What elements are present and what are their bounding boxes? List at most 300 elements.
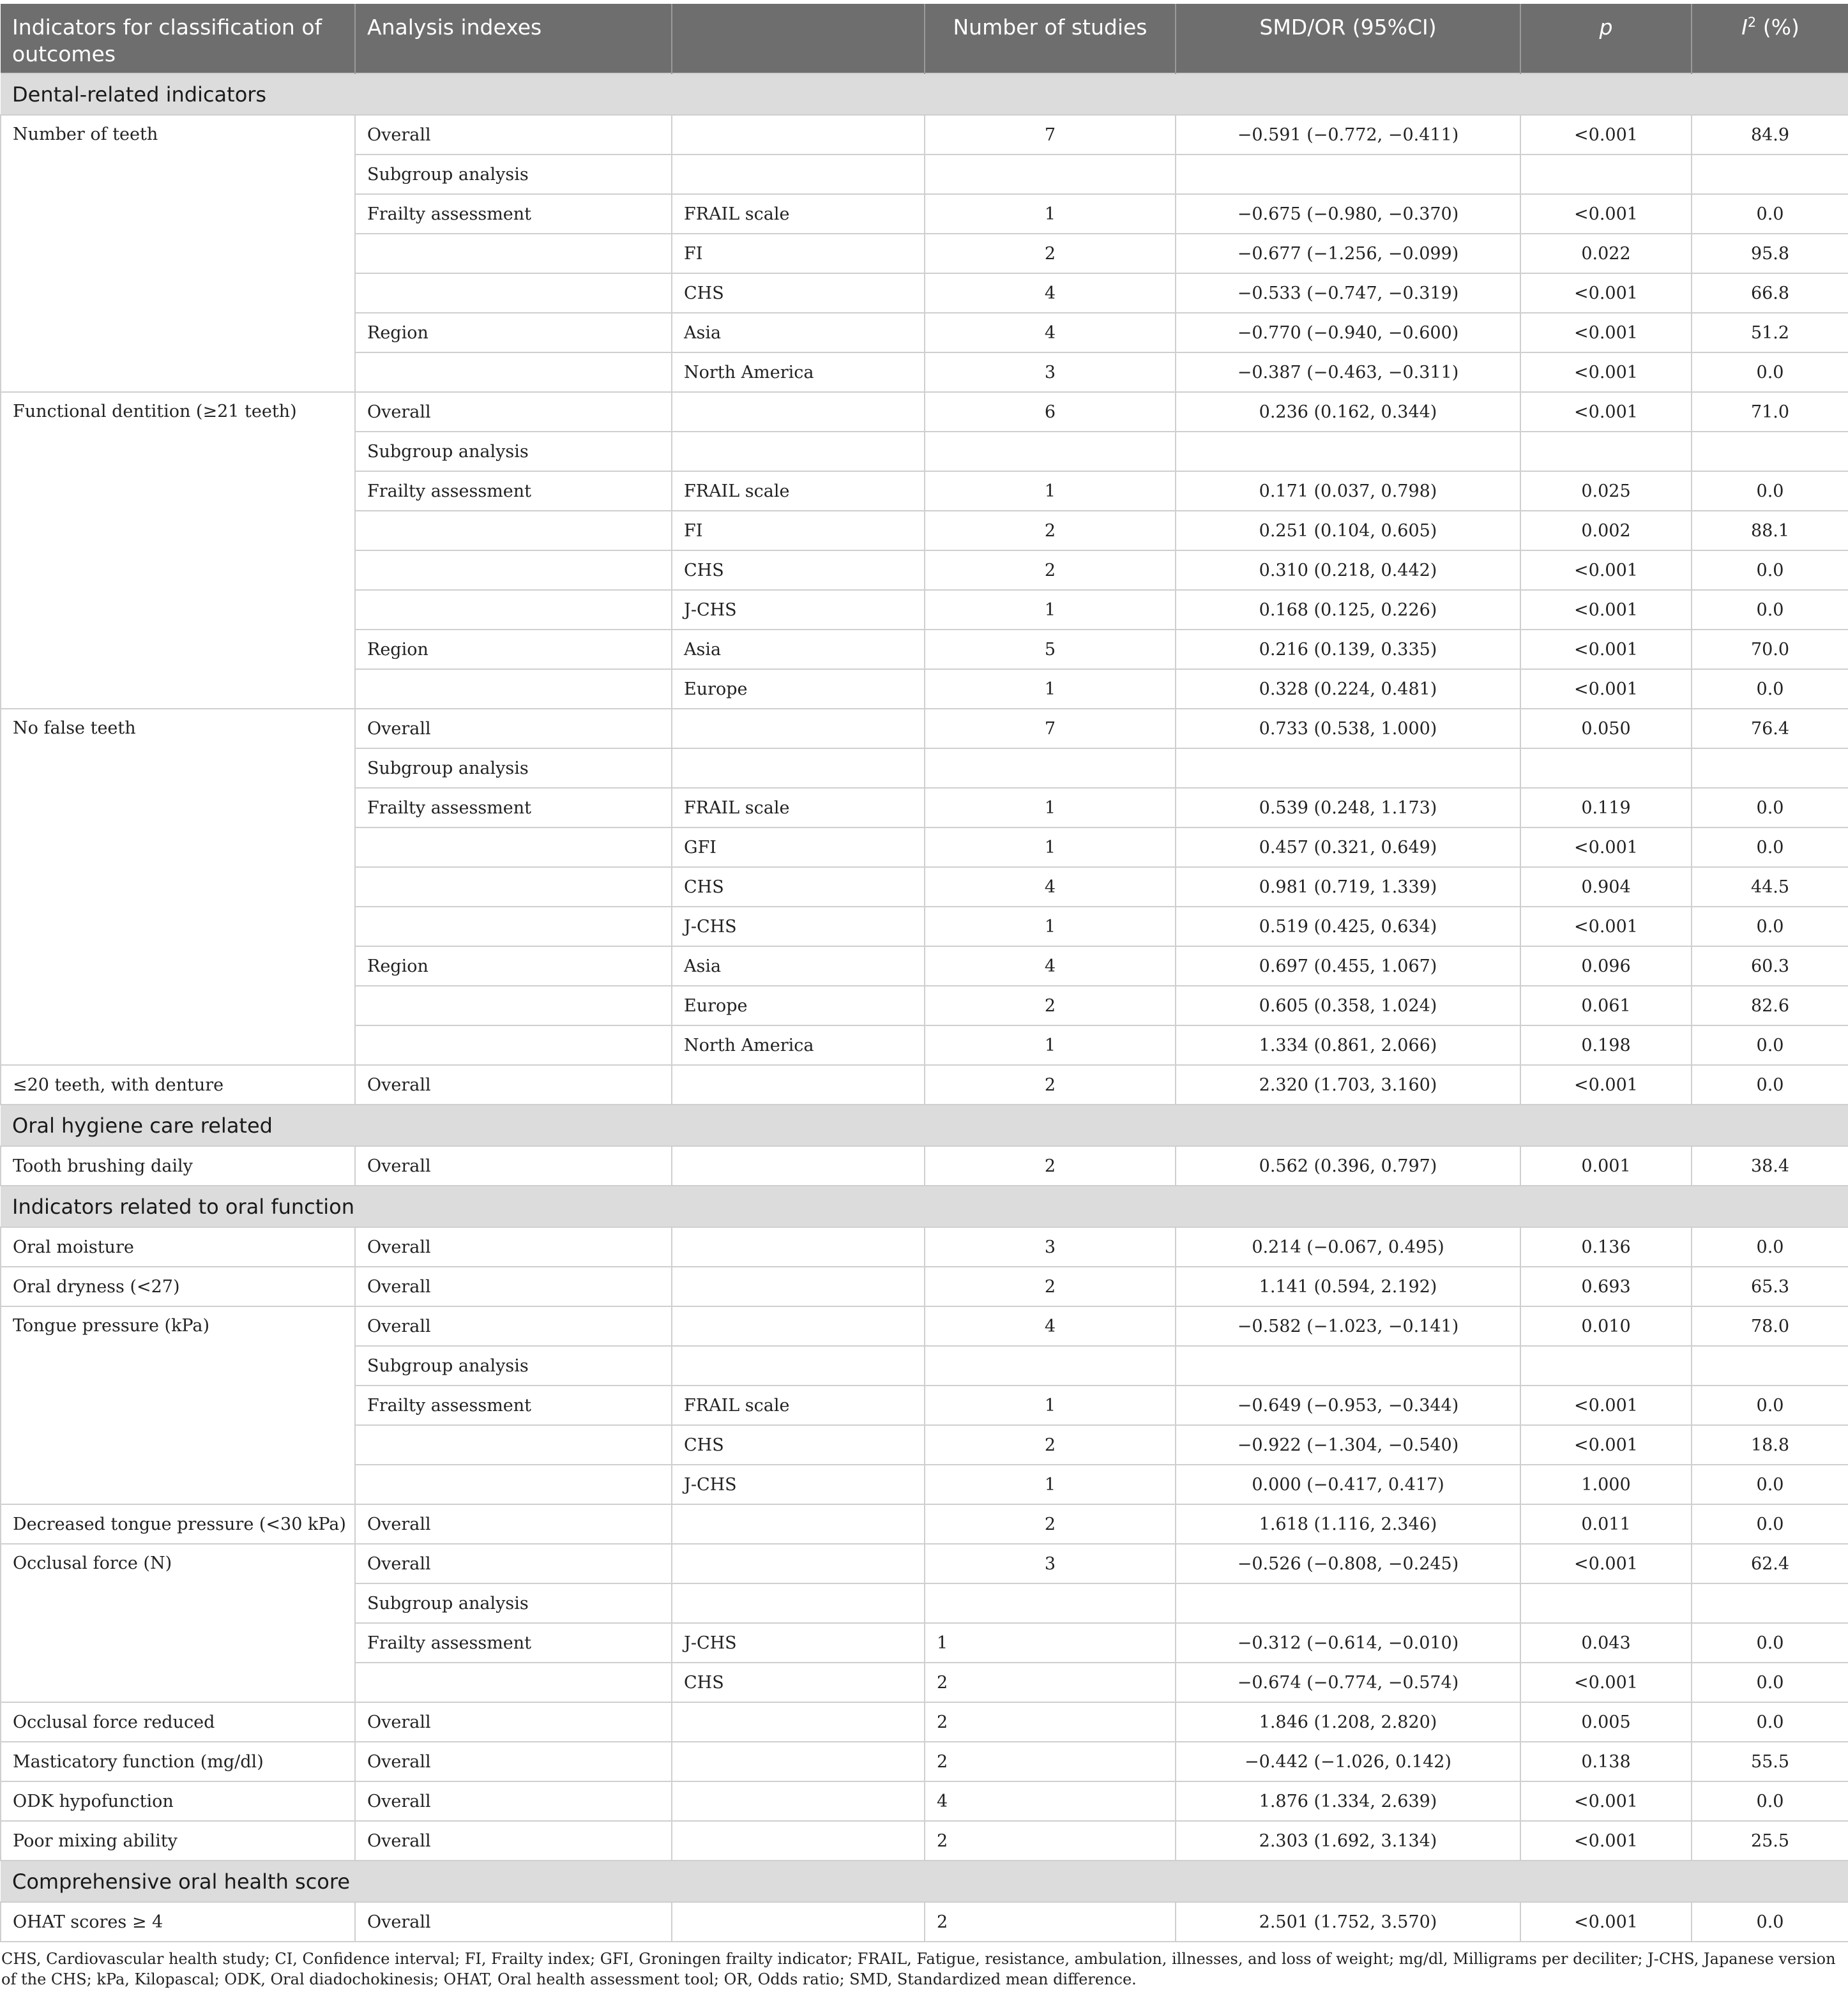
p-value-cell: 0.138 bbox=[1520, 1742, 1692, 1781]
p-value-cell: <0.001 bbox=[1520, 630, 1692, 669]
i2-cell: 66.8 bbox=[1692, 273, 1848, 313]
table-footnote: CHS, Cardiovascular health study; CI, Confidence interval; FI, Frailty index; GFI, Groningen frailty indicator; FRAIL, Fatigue, resistance, ambulation, illnesses, and loss of weight; mg/dl, Milligrams per deciliter; J-CHS, Japanese version of the CHS; kPa, Kilopascal; ODK, Oral diadochokinesis; OHAT, Oral health assessment tool; OR, Odds ratio; SMD, Standardized mean difference. bbox=[1, 1950, 1836, 1988]
table-row bbox=[1, 1902, 1848, 1942]
indicator-cell: Tongue pressure (kPa) bbox=[1, 1306, 355, 1504]
header-analysis-indexes: Analysis indexes bbox=[355, 4, 672, 73]
header-p-label: p bbox=[1599, 15, 1613, 40]
analysis-index-cell bbox=[355, 273, 672, 313]
analysis-index-cell bbox=[355, 1465, 672, 1504]
analysis-subindex-cell: CHS bbox=[672, 550, 925, 590]
analysis-subindex-cell bbox=[672, 1742, 925, 1781]
analysis-subindex-cell bbox=[672, 1702, 925, 1742]
analysis-subindex-cell: Asia bbox=[672, 946, 925, 986]
i2-cell: 0.0 bbox=[1692, 194, 1848, 234]
indicator-cell: Decreased tongue pressure (<30 kPa) bbox=[1, 1504, 355, 1544]
i2-cell: 0.0 bbox=[1692, 1504, 1848, 1544]
p-value-cell: 0.050 bbox=[1520, 709, 1692, 748]
i2-cell: 38.4 bbox=[1692, 1146, 1848, 1186]
analysis-index-cell: Frailty assessment bbox=[355, 1386, 672, 1425]
analysis-subindex-cell bbox=[672, 432, 925, 471]
studies-cell: 2 bbox=[925, 1821, 1176, 1861]
indicator-cell: Poor mixing ability bbox=[1, 1821, 355, 1861]
studies-cell: 2 bbox=[925, 986, 1176, 1025]
smd-or-cell: −0.442 (−1.026, 0.142) bbox=[1176, 1742, 1520, 1781]
indicator-cell: Number of teeth bbox=[1, 115, 355, 392]
table-row bbox=[1, 1146, 1848, 1186]
i2-cell: 62.4 bbox=[1692, 1544, 1848, 1583]
analysis-subindex-cell bbox=[672, 1267, 925, 1306]
studies-cell: 1 bbox=[925, 827, 1176, 867]
indicator-cell: Masticatory function (mg/dl) bbox=[1, 1742, 355, 1781]
analysis-index-cell: Frailty assessment bbox=[355, 788, 672, 827]
analysis-index-cell bbox=[355, 590, 672, 630]
analysis-index-cell bbox=[355, 1663, 672, 1702]
p-value-cell: 0.096 bbox=[1520, 946, 1692, 986]
i2-cell: 25.5 bbox=[1692, 1821, 1848, 1861]
smd-or-cell: −0.675 (−0.980, −0.370) bbox=[1176, 194, 1520, 234]
i2-cell: 0.0 bbox=[1692, 1025, 1848, 1065]
studies-cell: 4 bbox=[925, 867, 1176, 907]
smd-or-cell: 2.303 (1.692, 3.134) bbox=[1176, 1821, 1520, 1861]
p-value-cell: <0.001 bbox=[1520, 669, 1692, 709]
analysis-index-cell bbox=[355, 550, 672, 590]
smd-or-cell: 1.618 (1.116, 2.346) bbox=[1176, 1504, 1520, 1544]
indicator-cell: ODK hypofunction bbox=[1, 1781, 355, 1821]
p-value-cell bbox=[1520, 432, 1692, 471]
smd-or-cell: 0.171 (0.037, 0.798) bbox=[1176, 471, 1520, 511]
analysis-index-cell: Overall bbox=[355, 1821, 672, 1861]
studies-cell: 2 bbox=[925, 550, 1176, 590]
section-row bbox=[1, 1861, 1848, 1902]
section-row bbox=[1, 73, 1848, 115]
analysis-index-cell: Overall bbox=[355, 1902, 672, 1942]
analysis-subindex-cell bbox=[672, 1821, 925, 1861]
analysis-subindex-cell bbox=[672, 709, 925, 748]
smd-or-cell: 0.697 (0.455, 1.067) bbox=[1176, 946, 1520, 986]
i2-cell: 55.5 bbox=[1692, 1742, 1848, 1781]
analysis-index-cell: Region bbox=[355, 313, 672, 352]
indicator-cell: OHAT scores ≥ 4 bbox=[1, 1902, 355, 1942]
studies-cell: 7 bbox=[925, 709, 1176, 748]
studies-cell: 4 bbox=[925, 1306, 1176, 1346]
analysis-subindex-cell: J-CHS bbox=[672, 1623, 925, 1663]
header-i2-rest: (%) bbox=[1756, 15, 1799, 40]
analysis-subindex-cell: CHS bbox=[672, 867, 925, 907]
table-body bbox=[1, 73, 1848, 1942]
smd-or-cell: 1.334 (0.861, 2.066) bbox=[1176, 1025, 1520, 1065]
smd-or-cell: 0.457 (0.321, 0.649) bbox=[1176, 827, 1520, 867]
smd-or-cell: −0.591 (−0.772, −0.411) bbox=[1176, 115, 1520, 155]
smd-or-cell: 2.320 (1.703, 3.160) bbox=[1176, 1065, 1520, 1105]
analysis-subindex-cell bbox=[672, 1583, 925, 1623]
p-value-cell: <0.001 bbox=[1520, 1386, 1692, 1425]
studies-cell bbox=[925, 748, 1176, 788]
header-number-of-studies: Number of studies bbox=[925, 4, 1176, 73]
header-i2-base: I bbox=[1741, 15, 1748, 40]
analysis-subindex-cell: CHS bbox=[672, 1425, 925, 1465]
studies-cell: 3 bbox=[925, 1227, 1176, 1267]
smd-or-cell: −0.312 (−0.614, −0.010) bbox=[1176, 1623, 1520, 1663]
studies-cell: 1 bbox=[925, 669, 1176, 709]
analysis-index-cell: Frailty assessment bbox=[355, 194, 672, 234]
p-value-cell: <0.001 bbox=[1520, 392, 1692, 432]
section-title: Comprehensive oral health score bbox=[1, 1861, 1848, 1902]
analysis-index-cell: Subgroup analysis bbox=[355, 1583, 672, 1623]
smd-or-cell: 0.216 (0.139, 0.335) bbox=[1176, 630, 1520, 669]
analysis-subindex-cell bbox=[672, 1346, 925, 1386]
studies-cell: 1 bbox=[925, 194, 1176, 234]
analysis-subindex-cell: North America bbox=[672, 1025, 925, 1065]
analysis-subindex-cell bbox=[672, 1306, 925, 1346]
table-row bbox=[1, 1267, 1848, 1306]
smd-or-cell: 0.539 (0.248, 1.173) bbox=[1176, 788, 1520, 827]
smd-or-cell: 2.501 (1.752, 3.570) bbox=[1176, 1902, 1520, 1942]
smd-or-cell: 1.876 (1.334, 2.639) bbox=[1176, 1781, 1520, 1821]
p-value-cell: <0.001 bbox=[1520, 1902, 1692, 1942]
p-value-cell bbox=[1520, 1346, 1692, 1386]
smd-or-cell: 0.981 (0.719, 1.339) bbox=[1176, 867, 1520, 907]
studies-cell: 1 bbox=[925, 788, 1176, 827]
analysis-index-cell: Subgroup analysis bbox=[355, 155, 672, 194]
i2-cell: 0.0 bbox=[1692, 1781, 1848, 1821]
studies-cell: 3 bbox=[925, 1544, 1176, 1583]
i2-cell: 0.0 bbox=[1692, 1902, 1848, 1942]
smd-or-cell: 0.328 (0.224, 0.481) bbox=[1176, 669, 1520, 709]
studies-cell: 2 bbox=[925, 1504, 1176, 1544]
p-value-cell: <0.001 bbox=[1520, 1781, 1692, 1821]
p-value-cell: <0.001 bbox=[1520, 827, 1692, 867]
smd-or-cell: −0.649 (−0.953, −0.344) bbox=[1176, 1386, 1520, 1425]
analysis-subindex-cell: CHS bbox=[672, 273, 925, 313]
analysis-index-cell: Overall bbox=[355, 1504, 672, 1544]
table-row bbox=[1, 1742, 1848, 1781]
i2-cell: 0.0 bbox=[1692, 1702, 1848, 1742]
analysis-subindex-cell bbox=[672, 155, 925, 194]
studies-cell: 1 bbox=[925, 1025, 1176, 1065]
p-value-cell bbox=[1520, 155, 1692, 194]
analysis-index-cell bbox=[355, 669, 672, 709]
analysis-index-cell: Overall bbox=[355, 1742, 672, 1781]
studies-cell: 2 bbox=[925, 234, 1176, 273]
smd-or-cell: −0.526 (−0.808, −0.245) bbox=[1176, 1544, 1520, 1583]
analysis-subindex-cell bbox=[672, 1504, 925, 1544]
analysis-index-cell bbox=[355, 352, 672, 392]
indicator-cell: Oral moisture bbox=[1, 1227, 355, 1267]
analysis-index-cell: Region bbox=[355, 630, 672, 669]
studies-cell bbox=[925, 1346, 1176, 1386]
analysis-subindex-cell: FI bbox=[672, 511, 925, 550]
table-row bbox=[1, 709, 1848, 748]
analysis-index-cell: Overall bbox=[355, 1146, 672, 1186]
i2-cell: 0.0 bbox=[1692, 1065, 1848, 1105]
i2-cell: 44.5 bbox=[1692, 867, 1848, 907]
indicator-cell: No false teeth bbox=[1, 709, 355, 1065]
studies-cell: 2 bbox=[925, 1663, 1176, 1702]
results-table bbox=[0, 4, 1848, 1942]
analysis-index-cell: Subgroup analysis bbox=[355, 748, 672, 788]
analysis-index-cell bbox=[355, 1025, 672, 1065]
analysis-index-cell bbox=[355, 867, 672, 907]
studies-cell: 2 bbox=[925, 1702, 1176, 1742]
analysis-index-cell: Overall bbox=[355, 1065, 672, 1105]
studies-cell: 1 bbox=[925, 1465, 1176, 1504]
analysis-index-cell: Overall bbox=[355, 1227, 672, 1267]
i2-cell: 0.0 bbox=[1692, 471, 1848, 511]
p-value-cell: 0.119 bbox=[1520, 788, 1692, 827]
studies-cell: 1 bbox=[925, 1623, 1176, 1663]
analysis-subindex-cell: Europe bbox=[672, 986, 925, 1025]
smd-or-cell: −0.674 (−0.774, −0.574) bbox=[1176, 1663, 1520, 1702]
p-value-cell: 0.061 bbox=[1520, 986, 1692, 1025]
table-row bbox=[1, 1306, 1848, 1346]
i2-cell: 71.0 bbox=[1692, 392, 1848, 432]
header-i2 bbox=[1692, 4, 1848, 73]
p-value-cell: <0.001 bbox=[1520, 907, 1692, 946]
p-value-cell: <0.001 bbox=[1520, 550, 1692, 590]
i2-cell: 0.0 bbox=[1692, 352, 1848, 392]
i2-cell: 76.4 bbox=[1692, 709, 1848, 748]
studies-cell: 2 bbox=[925, 1146, 1176, 1186]
studies-cell: 3 bbox=[925, 352, 1176, 392]
analysis-subindex-cell: North America bbox=[672, 352, 925, 392]
i2-cell: 51.2 bbox=[1692, 313, 1848, 352]
analysis-subindex-cell bbox=[672, 1902, 925, 1942]
analysis-subindex-cell: FI bbox=[672, 234, 925, 273]
p-value-cell: <0.001 bbox=[1520, 1065, 1692, 1105]
analysis-subindex-cell bbox=[672, 1065, 925, 1105]
i2-cell: 0.0 bbox=[1692, 788, 1848, 827]
analysis-subindex-cell: Asia bbox=[672, 630, 925, 669]
studies-cell: 4 bbox=[925, 946, 1176, 986]
analysis-subindex-cell: Asia bbox=[672, 313, 925, 352]
section-row bbox=[1, 1186, 1848, 1227]
smd-or-cell: 0.562 (0.396, 0.797) bbox=[1176, 1146, 1520, 1186]
p-value-cell: 0.904 bbox=[1520, 867, 1692, 907]
analysis-subindex-cell bbox=[672, 392, 925, 432]
p-value-cell: 0.022 bbox=[1520, 234, 1692, 273]
p-value-cell: <0.001 bbox=[1520, 273, 1692, 313]
analysis-index-cell bbox=[355, 511, 672, 550]
analysis-subindex-cell: Europe bbox=[672, 669, 925, 709]
smd-or-cell bbox=[1176, 748, 1520, 788]
table-row bbox=[1, 1227, 1848, 1267]
analysis-subindex-cell: FRAIL scale bbox=[672, 471, 925, 511]
smd-or-cell: 0.000 (−0.417, 0.417) bbox=[1176, 1465, 1520, 1504]
table-row bbox=[1, 1702, 1848, 1742]
studies-cell: 2 bbox=[925, 1902, 1176, 1942]
i2-cell: 70.0 bbox=[1692, 630, 1848, 669]
analysis-subindex-cell bbox=[672, 1227, 925, 1267]
studies-cell: 2 bbox=[925, 1267, 1176, 1306]
smd-or-cell: −0.582 (−1.023, −0.141) bbox=[1176, 1306, 1520, 1346]
i2-cell: 0.0 bbox=[1692, 1663, 1848, 1702]
studies-cell: 1 bbox=[925, 1386, 1176, 1425]
table-row bbox=[1, 1781, 1848, 1821]
section-row bbox=[1, 1105, 1848, 1146]
i2-cell: 95.8 bbox=[1692, 234, 1848, 273]
smd-or-cell: −0.387 (−0.463, −0.311) bbox=[1176, 352, 1520, 392]
analysis-index-cell: Overall bbox=[355, 1267, 672, 1306]
smd-or-cell: 0.605 (0.358, 1.024) bbox=[1176, 986, 1520, 1025]
indicator-cell: Oral dryness (<27) bbox=[1, 1267, 355, 1306]
analysis-subindex-cell bbox=[672, 1544, 925, 1583]
i2-cell: 0.0 bbox=[1692, 669, 1848, 709]
i2-cell: 0.0 bbox=[1692, 1623, 1848, 1663]
analysis-index-cell bbox=[355, 986, 672, 1025]
analysis-index-cell: Overall bbox=[355, 1702, 672, 1742]
i2-cell bbox=[1692, 432, 1848, 471]
smd-or-cell: 0.733 (0.538, 1.000) bbox=[1176, 709, 1520, 748]
studies-cell: 4 bbox=[925, 273, 1176, 313]
studies-cell: 7 bbox=[925, 115, 1176, 155]
table-row bbox=[1, 1544, 1848, 1583]
header-indicators: Indicators for classification of outcomes bbox=[1, 4, 355, 73]
studies-cell: 4 bbox=[925, 1781, 1176, 1821]
p-value-cell bbox=[1520, 1583, 1692, 1623]
table-row bbox=[1, 1504, 1848, 1544]
studies-cell: 1 bbox=[925, 471, 1176, 511]
smd-or-cell: 0.519 (0.425, 0.634) bbox=[1176, 907, 1520, 946]
i2-cell bbox=[1692, 155, 1848, 194]
analysis-subindex-cell: FRAIL scale bbox=[672, 194, 925, 234]
p-value-cell: 0.011 bbox=[1520, 1504, 1692, 1544]
p-value-cell: 0.025 bbox=[1520, 471, 1692, 511]
section-title: Dental-related indicators bbox=[1, 73, 1848, 115]
p-value-cell: 0.198 bbox=[1520, 1025, 1692, 1065]
i2-cell: 0.0 bbox=[1692, 1465, 1848, 1504]
analysis-subindex-cell bbox=[672, 1781, 925, 1821]
analysis-subindex-cell: CHS bbox=[672, 1663, 925, 1702]
indicator-cell: ≤20 teeth, with denture bbox=[1, 1065, 355, 1105]
p-value-cell: <0.001 bbox=[1520, 1821, 1692, 1861]
analysis-subindex-cell: GFI bbox=[672, 827, 925, 867]
p-value-cell: <0.001 bbox=[1520, 313, 1692, 352]
p-value-cell: 0.001 bbox=[1520, 1146, 1692, 1186]
studies-cell: 2 bbox=[925, 1425, 1176, 1465]
header-analysis-subindex bbox=[672, 4, 925, 73]
analysis-index-cell: Overall bbox=[355, 1306, 672, 1346]
studies-cell: 2 bbox=[925, 1742, 1176, 1781]
analysis-index-cell: Overall bbox=[355, 1544, 672, 1583]
analysis-subindex-cell: J-CHS bbox=[672, 590, 925, 630]
smd-or-cell: 0.310 (0.218, 0.442) bbox=[1176, 550, 1520, 590]
smd-or-cell: 1.846 (1.208, 2.820) bbox=[1176, 1702, 1520, 1742]
p-value-cell: 0.693 bbox=[1520, 1267, 1692, 1306]
analysis-index-cell bbox=[355, 234, 672, 273]
i2-cell: 0.0 bbox=[1692, 1386, 1848, 1425]
p-value-cell: 0.002 bbox=[1520, 511, 1692, 550]
analysis-index-cell: Overall bbox=[355, 1781, 672, 1821]
p-value-cell: 0.136 bbox=[1520, 1227, 1692, 1267]
analysis-index-cell: Region bbox=[355, 946, 672, 986]
analysis-index-cell bbox=[355, 1425, 672, 1465]
smd-or-cell bbox=[1176, 1346, 1520, 1386]
smd-or-cell: −0.922 (−1.304, −0.540) bbox=[1176, 1425, 1520, 1465]
table-row bbox=[1, 1821, 1848, 1861]
analysis-index-cell: Subgroup analysis bbox=[355, 432, 672, 471]
table-header-row bbox=[1, 4, 1848, 73]
analysis-index-cell bbox=[355, 907, 672, 946]
p-value-cell bbox=[1520, 748, 1692, 788]
analysis-index-cell: Frailty assessment bbox=[355, 1623, 672, 1663]
studies-cell bbox=[925, 155, 1176, 194]
p-value-cell: <0.001 bbox=[1520, 115, 1692, 155]
studies-cell: 1 bbox=[925, 590, 1176, 630]
analysis-index-cell: Overall bbox=[355, 392, 672, 432]
header-i2-sup: 2 bbox=[1747, 15, 1757, 30]
indicator-cell: Occlusal force reduced bbox=[1, 1702, 355, 1742]
analysis-index-cell: Overall bbox=[355, 115, 672, 155]
i2-cell: 60.3 bbox=[1692, 946, 1848, 986]
i2-cell: 0.0 bbox=[1692, 1227, 1848, 1267]
i2-cell bbox=[1692, 1583, 1848, 1623]
studies-cell: 1 bbox=[925, 907, 1176, 946]
analysis-index-cell: Overall bbox=[355, 709, 672, 748]
p-value-cell: <0.001 bbox=[1520, 1544, 1692, 1583]
smd-or-cell: 0.236 (0.162, 0.344) bbox=[1176, 392, 1520, 432]
i2-cell: 0.0 bbox=[1692, 550, 1848, 590]
analysis-index-cell: Subgroup analysis bbox=[355, 1346, 672, 1386]
i2-cell: 65.3 bbox=[1692, 1267, 1848, 1306]
header-smd-or: SMD/OR (95%CI) bbox=[1176, 4, 1520, 73]
p-value-cell: 0.043 bbox=[1520, 1623, 1692, 1663]
indicator-cell: Occlusal force (N) bbox=[1, 1544, 355, 1702]
smd-or-cell: 0.214 (−0.067, 0.495) bbox=[1176, 1227, 1520, 1267]
smd-or-cell: −0.770 (−0.940, −0.600) bbox=[1176, 313, 1520, 352]
studies-cell bbox=[925, 1583, 1176, 1623]
studies-cell: 5 bbox=[925, 630, 1176, 669]
studies-cell: 2 bbox=[925, 511, 1176, 550]
indicator-cell: Tooth brushing daily bbox=[1, 1146, 355, 1186]
studies-cell: 4 bbox=[925, 313, 1176, 352]
table-row bbox=[1, 392, 1848, 432]
analysis-subindex-cell: J-CHS bbox=[672, 1465, 925, 1504]
smd-or-cell: 0.168 (0.125, 0.226) bbox=[1176, 590, 1520, 630]
i2-cell: 82.6 bbox=[1692, 986, 1848, 1025]
analysis-subindex-cell: FRAIL scale bbox=[672, 788, 925, 827]
section-title: Oral hygiene care related bbox=[1, 1105, 1848, 1146]
smd-or-cell: −0.533 (−0.747, −0.319) bbox=[1176, 273, 1520, 313]
analysis-subindex-cell: J-CHS bbox=[672, 907, 925, 946]
analysis-subindex-cell bbox=[672, 115, 925, 155]
analysis-index-cell: Frailty assessment bbox=[355, 471, 672, 511]
smd-or-cell bbox=[1176, 155, 1520, 194]
header-p bbox=[1520, 4, 1692, 73]
smd-or-cell: −0.677 (−1.256, −0.099) bbox=[1176, 234, 1520, 273]
analysis-subindex-cell bbox=[672, 1146, 925, 1186]
table-row bbox=[1, 1065, 1848, 1105]
i2-cell: 0.0 bbox=[1692, 827, 1848, 867]
i2-cell bbox=[1692, 1346, 1848, 1386]
smd-or-cell bbox=[1176, 1583, 1520, 1623]
p-value-cell: <0.001 bbox=[1520, 590, 1692, 630]
indicator-cell: Functional dentition (≥21 teeth) bbox=[1, 392, 355, 709]
p-value-cell: <0.001 bbox=[1520, 1425, 1692, 1465]
i2-cell: 18.8 bbox=[1692, 1425, 1848, 1465]
studies-cell: 6 bbox=[925, 392, 1176, 432]
p-value-cell: <0.001 bbox=[1520, 194, 1692, 234]
i2-cell bbox=[1692, 748, 1848, 788]
i2-cell: 0.0 bbox=[1692, 590, 1848, 630]
i2-cell: 84.9 bbox=[1692, 115, 1848, 155]
smd-or-cell: 1.141 (0.594, 2.192) bbox=[1176, 1267, 1520, 1306]
p-value-cell: <0.001 bbox=[1520, 1663, 1692, 1702]
p-value-cell: 1.000 bbox=[1520, 1465, 1692, 1504]
studies-cell: 2 bbox=[925, 1065, 1176, 1105]
table-row bbox=[1, 115, 1848, 155]
p-value-cell: 0.005 bbox=[1520, 1702, 1692, 1742]
p-value-cell: <0.001 bbox=[1520, 352, 1692, 392]
